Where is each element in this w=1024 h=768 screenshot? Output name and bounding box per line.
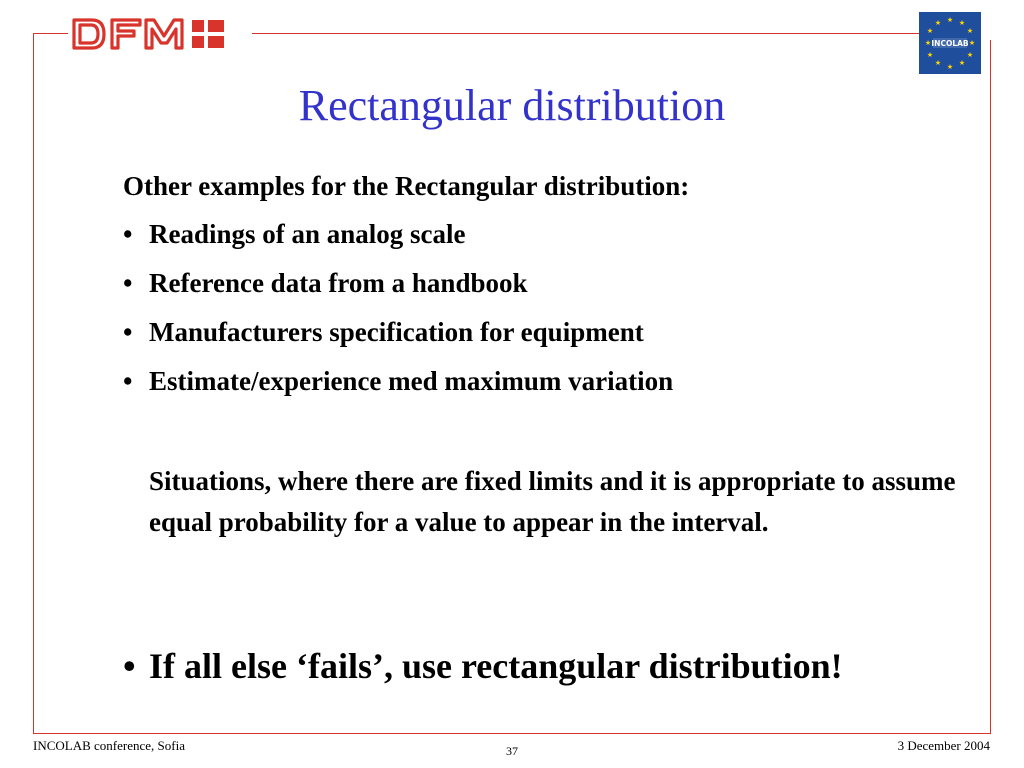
dfm-logo [70, 14, 250, 54]
svg-text:★: ★ [958, 59, 966, 67]
svg-text:★: ★ [946, 16, 954, 24]
bullet-list [123, 216, 673, 412]
bullet-item [123, 314, 673, 350]
svg-text:★: ★ [926, 51, 934, 59]
svg-text:★: ★ [966, 27, 974, 35]
bullet-text: Estimate/experience med maximum variation [149, 366, 674, 396]
svg-text:★: ★ [968, 39, 976, 47]
bullet-icon: • [123, 268, 133, 298]
svg-text:★: ★ [958, 19, 966, 27]
incolab-eu-logo [919, 12, 981, 74]
frame-line-top-left [33, 33, 68, 34]
bullet-icon: • [123, 219, 133, 249]
bullet-icon: • [123, 366, 133, 396]
svg-text:★: ★ [926, 27, 934, 35]
bullet-icon: • [123, 317, 133, 347]
final-bullet-item [123, 642, 843, 690]
intro-text: Other examples for the Rectangular distribution: [123, 171, 690, 201]
incolab-logo-text: INCOLAB [931, 39, 969, 48]
frame-line-right [990, 40, 991, 733]
bullet-item [123, 265, 673, 301]
bullet-text: Readings of an analog scale [149, 219, 466, 249]
final-bullet-text: If all else ‘fails’, use rectangular distribution! [149, 646, 843, 686]
footer-conference: INCOLAB conference, Sofia [33, 738, 185, 753]
bullet-text: Manufacturers specification for equipment [149, 317, 644, 347]
bullet-text: Reference data from a handbook [149, 268, 528, 298]
footer-page-number: 37 [506, 744, 518, 758]
footer-date: 3 December 2004 [897, 738, 990, 753]
bullet-icon: • [123, 646, 136, 686]
svg-text:★: ★ [966, 51, 974, 59]
frame-line-left [33, 33, 34, 733]
svg-text:★: ★ [934, 19, 942, 27]
slide-title: Rectangular distribution [298, 81, 726, 130]
frame-line-top-right [252, 33, 920, 34]
svg-text:★: ★ [934, 59, 942, 67]
situations-paragraph: Situations, where there are fixed limits and it is appropriate to assume equal probability for a value to appear in the interval. [149, 466, 956, 537]
bullet-item [123, 216, 673, 252]
svg-text:★: ★ [924, 39, 932, 47]
bullet-item [123, 363, 673, 399]
frame-line-bottom [33, 733, 991, 734]
svg-text:★: ★ [946, 63, 954, 71]
